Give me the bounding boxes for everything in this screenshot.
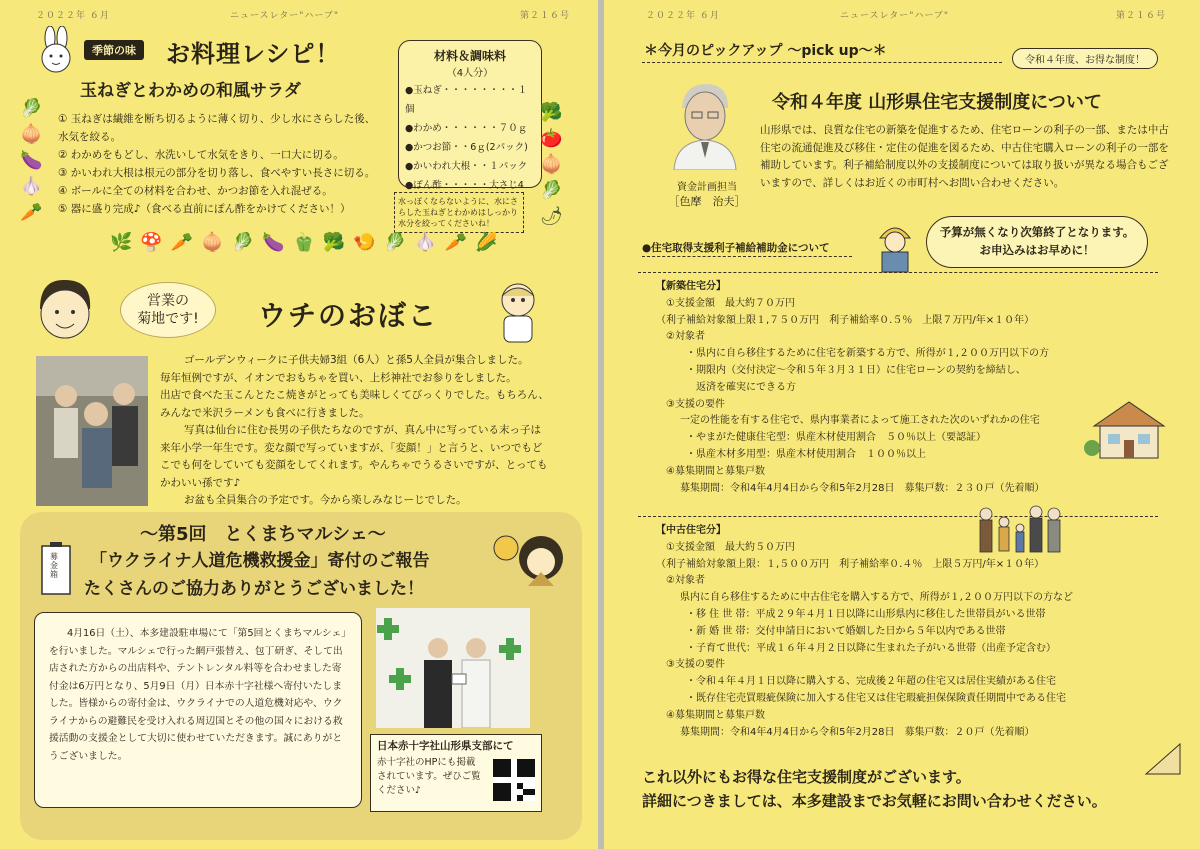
list-item: ①支援金額 最大約７０万円 xyxy=(666,297,795,309)
recipe-step: ⑤ 器に盛り完成♪（食べる直前にぽん酢をかけてください！） xyxy=(58,203,351,215)
flower-mascot-illustration xyxy=(486,528,566,598)
donation-photo xyxy=(376,608,530,728)
recipe-steps xyxy=(58,110,398,218)
new-house-list xyxy=(638,273,1158,497)
vegetable-icons-column: 🥬 🧅 🍆 🧄 🥕 xyxy=(20,98,43,223)
marche-title: ～第5回 とくまちマルシェ～ xyxy=(140,524,386,545)
list-item: ②対象者 xyxy=(666,575,705,587)
list-item: ・令和４年４月１日以降に購入する、完成後２年超の住宅又は居住実績がある住宅 xyxy=(686,676,1056,688)
recipe-title: お料理レシピ！ xyxy=(166,40,341,68)
bubble-text: 営業の 菊地です! xyxy=(137,293,199,327)
deal-stamp: 令和４年度、お得な制度！ xyxy=(1012,48,1158,69)
vegetable-icons-column-right: 🥦 🍅 🧅 🥬 🌶 xyxy=(540,102,563,227)
subsection-title: 【新築住宅分】 xyxy=(656,281,726,292)
marche-body: 4月16日（土）、本多建設駐車場にて「第5回とくまちマルシェ」を行いました。マルシェで行った網戸張替え、包丁研ぎ、そして出店された方からの出店料や、テントレンタル料等を合わせました寄付金は6万円となり、5月9日（月）日本赤十字社様へ寄付いたしました。皆様からの寄付金は、ウクライナでの人道危機対応や、ウクライナからの避難民を受け入れる周辺国とその他の国々における救援活動の支援金として大切に使わせていただきます。誠にありがとうございました。 xyxy=(49,628,347,762)
recipe-subtitle: 玉ねぎとわかめの和風サラダ xyxy=(80,81,301,101)
list-item: 募集期間：令和4年4月4日から令和5年2月28日 募集戸数：２３０戸（先着順） xyxy=(680,482,1045,494)
used-house-list xyxy=(638,517,1158,741)
new-house-section xyxy=(638,272,1158,498)
ingredient-item: ●かいわれ大根・・１パック xyxy=(405,161,528,172)
list-item: ①支援金額 最大約５０万円 xyxy=(666,541,795,553)
section-heading: ●住宅取得支援利子補給補助金について xyxy=(642,242,830,254)
list-item: ・期限内（交付決定～令和５年３月３１日）に住宅ローンの契約を締結し、 xyxy=(686,364,1026,376)
vegetable-icons-row: 🌿🍄🥕🧅🥬🍆🫑🥦🍤🥬🧄🥕🌽 xyxy=(110,232,506,253)
red-cross-caption-box xyxy=(370,734,542,812)
column-title: ウチのおぼこ xyxy=(258,299,439,332)
house-illustration xyxy=(1084,398,1174,460)
grandchildren-photo xyxy=(36,356,148,506)
list-item: 返済を確実にできる方 xyxy=(696,381,796,393)
staff-role: 資金計画担当 xyxy=(677,182,737,193)
paragraph: お盆も全員集合の予定です。今から楽しみなじーじでした。 xyxy=(184,494,467,506)
recipe-step: ② わかめをもどし、水洗いして水気をきり、一口大に切る。 xyxy=(58,149,344,161)
folded-corner-decoration xyxy=(1144,742,1182,776)
pickup-heading: ＊今月のピックアップ ～pick up～＊ xyxy=(644,43,887,59)
staff-face-illustration xyxy=(30,274,100,344)
used-house-section xyxy=(638,516,1158,752)
website-note: 赤十字社のHPにも掲載されています。ぜひご覧ください♪ xyxy=(377,757,481,796)
list-item: ・やまがた健康住宅型：県産木材使用割合 ５０％以上（要認証） xyxy=(686,432,986,444)
issue-date: ２０２２年 ６月 xyxy=(36,11,110,21)
recipe-step: ① 玉ねぎは繊維を断ち切るように薄く切り、少し水にさらした後、 xyxy=(58,113,376,125)
list-item: ④募集期間と募集戸数 xyxy=(666,465,765,477)
ingredients-box xyxy=(398,40,542,191)
rabbit-chef-illustration xyxy=(28,26,82,80)
subsection-title: 【中古住宅分】 xyxy=(656,525,726,536)
list-item: ・新 婚 世 帯：交付申請日において婚姻した日から５年以内である世帯 xyxy=(686,625,1006,637)
donation-box-illustration xyxy=(38,528,74,598)
right-page xyxy=(604,0,1200,849)
construction-worker-illustration xyxy=(870,218,920,274)
left-page xyxy=(0,0,598,849)
marche-subtitle: 「ウクライナ人道危機救援金」寄付のご報告 xyxy=(90,551,430,571)
recipe-tip: 水っぽくならないように、水にさらした玉ねぎとわかめはしっかり水分を絞ってくださいね！ xyxy=(394,192,524,233)
paragraph: 毎年恒例ですが、イオンでおもちゃを買い、上杉神社でお参りをしました。 xyxy=(160,371,517,384)
marche-thanks: たくさんのご協力ありがとうございました！ xyxy=(84,579,424,599)
paragraph: ゴールデンウィークに子供夫婦3組（6人）と孫5人全員が集合しました。 xyxy=(184,354,529,366)
qr-code[interactable] xyxy=(493,759,535,801)
ingredient-item: ●ぽん酢・・・・・大さじ4 xyxy=(405,180,524,191)
ingredient-item: ●かつお節・・6ｇ(2パック) xyxy=(405,142,528,153)
ingredients-list xyxy=(399,79,541,197)
list-item: 一定の性能を有する住宅で、県内事業者によって施工された次のいずれかの住宅 xyxy=(680,415,1040,427)
section-underline xyxy=(642,256,852,257)
staff-portrait xyxy=(668,78,742,170)
marche-report-box xyxy=(34,612,362,808)
issue-number: 第２１６号 xyxy=(520,11,571,21)
issue-number: 第２１６号 xyxy=(1116,11,1167,21)
recipe-badge: 季節の味 xyxy=(84,40,144,60)
list-item: 県内に自ら移住するために中古住宅を購入する方で、所得が１,２００万円以下の方など xyxy=(680,592,1073,604)
mascot-illustration xyxy=(488,278,548,348)
closing-line-2: 詳細につきましては、本多建設までお気軽にお問い合わせください。 xyxy=(642,792,1107,810)
list-item: ④募集期間と募集戸数 xyxy=(666,709,765,721)
ingredients-title: 材料＆調味料 xyxy=(433,49,506,63)
article-title: 令和４年度 山形県住宅支援制度について xyxy=(772,92,1102,113)
recipe-step: 水気を絞る。 xyxy=(58,131,121,143)
donation-box-label: 募金箱 xyxy=(50,552,58,579)
list-item: ③支援の要件 xyxy=(666,398,725,410)
ingredient-item: ●玉ねぎ・・・・・・・・１個 xyxy=(405,85,528,115)
paragraph: 写真は仙台に住む長男の子供たちなのですが、真ん中に写っている末っ子は来年小学一年生です。変な顔で写っていますが、「変顔！」と言うと、いつでもどこでも何をしていても変顔をしてくれます。やんちゃでうるさいですが、とってもかわいい孫です♪ xyxy=(160,424,548,489)
article-intro: 山形県では、良質な住宅の新築を促進するため、住宅ローンの利子の一部、または中古住宅の流通促進及び移住・定住の促進を図るため、中古住宅購入ローンの利子の一部を補助しています。利子補給制度以外の支援制度については取り扱いが異なる場合もございますので、詳しくはお近くの市町村へお問い合わせください。 xyxy=(760,124,1169,189)
list-item: ・既存住宅売買瑕疵保険に加入する住宅又は住宅瑕疵担保保険責任期間中である住宅 xyxy=(686,692,1066,704)
speech-bubble xyxy=(120,282,216,338)
list-item: ・県産木材多用型：県産木材使用割合 １００％以上 xyxy=(686,448,926,460)
list-item: ・県内に自ら移住するために住宅を新築する方で、所得が１,２００万円以下の方 xyxy=(686,348,1049,360)
list-item: 募集期間：令和4年4月4日から令和5年2月28日 募集戸数：２０戸（先着順） xyxy=(680,726,1035,738)
family-illustration xyxy=(976,500,1066,562)
list-item: ・子育て世代：平成１６年４月２日以降に生まれた子がいる世帯（出産予定含む） xyxy=(686,642,1056,654)
photo-caption: 日本赤十字社山形県支部にて xyxy=(377,740,514,752)
heading-divider xyxy=(642,62,1002,63)
staff-name: ［色摩 治夫］ xyxy=(668,195,746,208)
recipe-step: ③ かいわれ大根は根元の部分を切り落し、食べやすい長さに切る。 xyxy=(58,167,376,179)
list-item: ③支援の要件 xyxy=(666,659,725,671)
ingredient-item: ●わかめ・・・・・・７０ｇ xyxy=(405,123,528,134)
list-item: ・移 住 世 帯：平成２９年４月１日以降に山形県内に移住した世帯員がいる世帯 xyxy=(686,608,1046,620)
servings: （4人分） xyxy=(446,68,494,79)
recipe-step: ④ ボールに全ての材料を合わせ、かつお節を入れ混ぜる。 xyxy=(58,185,333,197)
list-item: （利子補給対象額上限１,７５０万円 利子補給率０.５％ 上限７万円/年×１０年） xyxy=(656,314,1035,326)
list-item: （利子補給対象額上限：１,５００万円 利子補給率０.４％ 上限５万円/年×１０年） xyxy=(656,558,1045,570)
list-item: ②対象者 xyxy=(666,331,705,343)
paragraph: 出店で食べた玉こんとたこ焼きがとっても美味しくてびっくりでした。もちろん、みんなで米沢ラーメンも食べに行きました。 xyxy=(160,389,549,419)
newsletter-name: ニュースレター"ハーブ" xyxy=(230,11,340,21)
newsletter-name: ニュースレター"ハーブ" xyxy=(840,11,950,21)
issue-date: ２０２２年 ６月 xyxy=(646,11,720,21)
closing-line-1: これ以外にもお得な住宅支援制度がございます。 xyxy=(642,768,971,786)
column-body xyxy=(160,352,550,510)
deadline-bubble xyxy=(926,216,1148,268)
deadline-text: 予算が無くなり次第終了となります。 お申込みはお早めに！ xyxy=(939,225,1135,257)
